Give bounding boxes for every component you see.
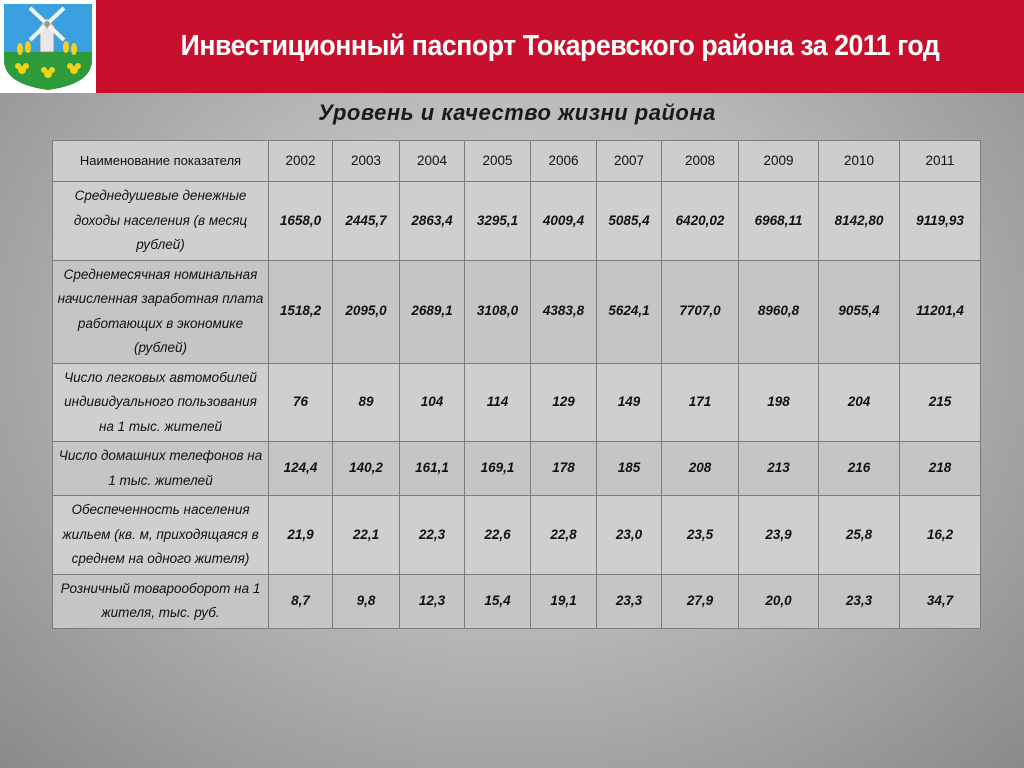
column-header-year: 2008: [662, 141, 739, 182]
cell-value: 9119,93: [900, 182, 981, 261]
cell-value: 185: [597, 442, 662, 496]
cell-value: 23,9: [739, 496, 819, 575]
column-header-year: 2006: [531, 141, 597, 182]
cell-value: 22,1: [333, 496, 400, 575]
cell-value: 218: [900, 442, 981, 496]
cell-value: 23,3: [597, 574, 662, 628]
column-header-year: 2010: [819, 141, 900, 182]
cell-value: 4009,4: [531, 182, 597, 261]
row-label: Обеспеченность населения жильем (кв. м, приходящаяся в среднем на одного жителя): [53, 496, 269, 575]
cell-value: 27,9: [662, 574, 739, 628]
cell-value: 4383,8: [531, 260, 597, 363]
cell-value: 23,3: [819, 574, 900, 628]
section-subtitle: Уровень и качество жизни района: [318, 100, 716, 125]
cell-value: 6420,02: [662, 182, 739, 261]
cell-value: 213: [739, 442, 819, 496]
cell-value: 2445,7: [333, 182, 400, 261]
cell-value: 216: [819, 442, 900, 496]
cell-value: 22,3: [400, 496, 465, 575]
indicators-table: [52, 140, 981, 629]
column-header-year: 2005: [465, 141, 531, 182]
column-header-year: 2002: [269, 141, 333, 182]
cell-value: 161,1: [400, 442, 465, 496]
column-header-year: 2003: [333, 141, 400, 182]
row-label: Розничный товарооборот на 1 жителя, тыс. руб.: [53, 574, 269, 628]
cell-value: 6968,11: [739, 182, 819, 261]
cell-value: 23,0: [597, 496, 662, 575]
cell-value: 104: [400, 363, 465, 442]
cell-value: 215: [900, 363, 981, 442]
cell-value: 21,9: [269, 496, 333, 575]
cell-value: 5624,1: [597, 260, 662, 363]
cell-value: 25,8: [819, 496, 900, 575]
cell-value: 2863,4: [400, 182, 465, 261]
page-title: Инвестиционный паспорт Токаревского района за 2011 год: [180, 30, 940, 62]
table-row: [53, 182, 981, 261]
cell-value: 8960,8: [739, 260, 819, 363]
cell-value: 2095,0: [333, 260, 400, 363]
cell-value: 1658,0: [269, 182, 333, 261]
row-label: Среднедушевые денежные доходы населения (в месяц рублей): [53, 182, 269, 261]
cell-value: 114: [465, 363, 531, 442]
cell-value: 3295,1: [465, 182, 531, 261]
cell-value: 208: [662, 442, 739, 496]
header-bar: [0, 0, 1024, 93]
table-row: [53, 260, 981, 363]
cell-value: 5085,4: [597, 182, 662, 261]
cell-value: 2689,1: [400, 260, 465, 363]
cell-value: 16,2: [900, 496, 981, 575]
district-emblem-icon: [0, 0, 96, 93]
cell-value: 15,4: [465, 574, 531, 628]
row-label: Среднемесячная номинальная начисленная заработная плата работающих в экономике (рублей): [53, 260, 269, 363]
table-row: [53, 496, 981, 575]
row-label: Число домашних телефонов на 1 тыс. жителей: [53, 442, 269, 496]
cell-value: 7707,0: [662, 260, 739, 363]
cell-value: 140,2: [333, 442, 400, 496]
cell-value: 89: [333, 363, 400, 442]
cell-value: 34,7: [900, 574, 981, 628]
column-header-name: Наименование показателя: [53, 141, 269, 182]
cell-value: 9055,4: [819, 260, 900, 363]
table-row: [53, 442, 981, 496]
cell-value: 204: [819, 363, 900, 442]
table-row: [53, 363, 981, 442]
column-header-year: 2011: [900, 141, 981, 182]
cell-value: 178: [531, 442, 597, 496]
cell-value: 8,7: [269, 574, 333, 628]
table-header-row: [53, 141, 981, 182]
cell-value: 23,5: [662, 496, 739, 575]
cell-value: 198: [739, 363, 819, 442]
cell-value: 76: [269, 363, 333, 442]
cell-value: 19,1: [531, 574, 597, 628]
cell-value: 22,6: [465, 496, 531, 575]
cell-value: 9,8: [333, 574, 400, 628]
table-row: [53, 574, 981, 628]
cell-value: 129: [531, 363, 597, 442]
cell-value: 1518,2: [269, 260, 333, 363]
row-label: Число легковых автомобилей индивидуального пользования на 1 тыс. жителей: [53, 363, 269, 442]
cell-value: 11201,4: [900, 260, 981, 363]
cell-value: 20,0: [739, 574, 819, 628]
cell-value: 8142,80: [819, 182, 900, 261]
cell-value: 169,1: [465, 442, 531, 496]
cell-value: 149: [597, 363, 662, 442]
cell-value: 12,3: [400, 574, 465, 628]
column-header-year: 2007: [597, 141, 662, 182]
cell-value: 3108,0: [465, 260, 531, 363]
column-header-year: 2009: [739, 141, 819, 182]
cell-value: 124,4: [269, 442, 333, 496]
column-header-year: 2004: [400, 141, 465, 182]
cell-value: 171: [662, 363, 739, 442]
cell-value: 22,8: [531, 496, 597, 575]
